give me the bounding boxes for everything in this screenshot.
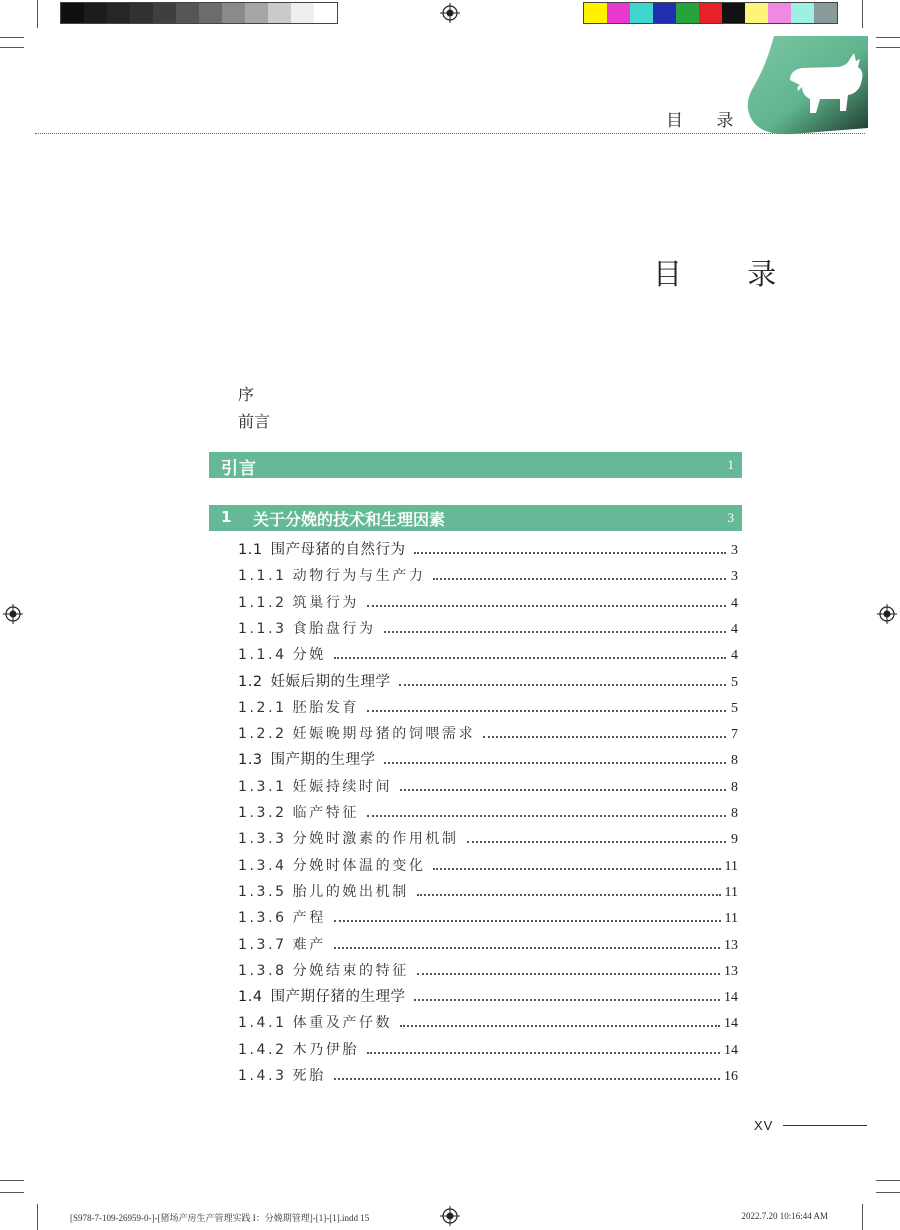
crop-mark	[876, 1180, 900, 1181]
crop-mark	[0, 1180, 24, 1181]
toc-entry-number: 1.1	[238, 542, 263, 558]
toc-leader-dots	[400, 1025, 720, 1027]
toc-entry	[238, 1010, 738, 1032]
toc-entry-page: 8	[731, 779, 738, 795]
toc-entry-number: 1.1.3	[238, 620, 287, 637]
toc-entry-number: 1.4.3	[238, 1068, 287, 1084]
folio	[754, 1118, 867, 1133]
toc-entry-page: 3	[731, 569, 738, 585]
crop-mark	[37, 0, 38, 28]
crop-mark	[862, 1204, 863, 1230]
pig-tab-icon	[744, 30, 868, 142]
toc-entry-number: 1.3.2	[238, 805, 287, 821]
crop-mark	[876, 37, 900, 38]
gray-swatch	[314, 3, 337, 23]
toc-leader-dots	[367, 1052, 720, 1054]
toc-prelim-foreword: 前言	[238, 412, 271, 431]
grayscale-bar	[60, 2, 338, 24]
toc-entry-title: 产程	[292, 910, 326, 927]
toc-leader-dots	[417, 894, 721, 896]
toc-entry-number: 1.4	[238, 989, 263, 1006]
toc-entry	[238, 853, 738, 875]
toc-entry-page: 4	[731, 621, 738, 637]
page-number: XV	[754, 1118, 774, 1133]
crop-mark	[0, 37, 24, 38]
color-swatch	[699, 3, 722, 23]
slug-file-info: [S978-7-109-26959-0-]-[猪场产房生产管理实践 I：分娩期管理]-[1]-[1].indd 15	[70, 1213, 370, 1223]
chapter-title: 关于分娩的技术和生理因素	[253, 510, 446, 529]
color-swatch	[791, 3, 814, 23]
toc-entry-number: 1.3.8	[238, 962, 287, 979]
toc-leader-dots	[334, 920, 721, 922]
toc-entry-page: 16	[724, 1069, 738, 1084]
gray-swatch	[153, 3, 176, 23]
toc-entry-page: 5	[731, 700, 738, 716]
toc-entry-title: 妊娠晚期母猪的饲喂需求	[292, 726, 476, 743]
toc-entry	[238, 958, 738, 980]
color-swatch	[676, 3, 699, 23]
toc-entry-title: 妊娠后期的生理学	[270, 673, 391, 690]
chapter-number: 1	[221, 508, 232, 526]
toc-entry-page: 11	[724, 911, 738, 927]
toc-entry-title: 死胎	[292, 1068, 326, 1084]
toc-entry-number: 1.1.4	[238, 647, 287, 664]
intro-title: 引言	[221, 459, 257, 479]
toc-entry-title: 筑巢行为	[292, 594, 360, 611]
toc-entry-number: 1.4.2	[238, 1041, 287, 1058]
toc-entry-page: 11	[724, 884, 738, 900]
toc-entry	[238, 563, 738, 585]
toc-entry-title: 临产特征	[292, 805, 360, 821]
toc-entry-number: 1.3.4	[238, 857, 287, 874]
slug-timestamp: 2022.7.20 10:16:44 AM	[741, 1211, 828, 1221]
toc-entry	[238, 905, 738, 927]
toc-entry-number: 1.3.7	[238, 936, 287, 953]
folio-rule	[783, 1125, 867, 1126]
toc-entry	[238, 695, 738, 717]
toc-entry-page: 7	[731, 727, 738, 743]
chapter-page: 3	[727, 510, 734, 525]
toc-entry	[238, 721, 738, 743]
toc-entry-page: 11	[724, 858, 738, 874]
toc-leader-dots	[367, 815, 726, 817]
color-swatch	[768, 3, 791, 23]
gray-swatch	[245, 3, 268, 23]
color-swatch	[722, 3, 745, 23]
toc-entry-page: 14	[724, 990, 738, 1006]
toc-entry-number: 1.2.1	[238, 699, 287, 716]
crop-mark	[37, 1204, 38, 1230]
toc-leader-dots	[334, 1078, 720, 1080]
toc-entry	[238, 642, 738, 664]
toc-entry-title: 动物行为与生产力	[292, 568, 426, 585]
toc-entry-title: 木乃伊胎	[292, 1041, 360, 1058]
toc-entry-number: 1.3.6	[238, 910, 287, 927]
toc-entry-title: 分娩结束的特征	[292, 962, 409, 979]
toc-entry	[238, 800, 738, 822]
toc-leader-dots	[334, 657, 726, 659]
toc-entry	[238, 537, 738, 559]
color-swatch	[653, 3, 676, 23]
header-rule	[35, 133, 865, 134]
toc-entry-page: 4	[731, 595, 738, 611]
toc-entry-number: 1.2	[238, 673, 263, 690]
toc-entry-number: 1.1.2	[238, 594, 287, 611]
color-swatch	[814, 3, 837, 23]
toc-leader-dots	[400, 789, 726, 791]
gray-swatch	[84, 3, 107, 23]
toc-entry	[238, 932, 738, 954]
registration-mark-icon	[440, 3, 460, 23]
toc-entry-number: 1.3.5	[238, 883, 287, 900]
gray-swatch	[130, 3, 153, 23]
toc-leader-dots	[367, 605, 726, 607]
registration-mark-icon	[877, 604, 897, 624]
toc-entry	[238, 747, 738, 769]
toc-entry	[238, 826, 738, 848]
toc-leader-dots	[417, 973, 720, 975]
toc-leader-dots	[334, 947, 720, 949]
registration-mark-icon	[440, 1206, 460, 1226]
toc-entry-title: 围产期仔猪的生理学	[270, 989, 406, 1006]
toc-intro-bar	[209, 452, 742, 478]
toc-entry-page: 9	[731, 832, 738, 848]
gray-swatch	[268, 3, 291, 23]
toc-entry-page: 14	[724, 1042, 738, 1058]
toc-leader-dots	[414, 552, 726, 554]
toc-entry	[238, 984, 738, 1006]
toc-chapter-bar	[209, 505, 742, 531]
toc-leader-dots	[433, 868, 720, 870]
toc-leader-dots	[467, 841, 726, 843]
toc-entry-title: 分娩时体温的变化	[292, 857, 426, 874]
toc-entry-number: 1.1.1	[238, 568, 287, 585]
gray-swatch	[61, 3, 84, 23]
toc-entry-title: 食胎盘行为	[292, 620, 376, 637]
toc-leader-dots	[399, 684, 726, 686]
toc-entry-title: 分娩	[292, 647, 326, 664]
gray-swatch	[199, 3, 222, 23]
color-swatch	[584, 3, 607, 23]
color-bar	[583, 2, 838, 24]
toc-entry-title: 胚胎发育	[292, 699, 360, 716]
toc-entry-page: 5	[731, 674, 738, 690]
toc-entry-title: 难产	[292, 936, 326, 953]
crop-mark	[862, 0, 863, 28]
toc-entry-page: 13	[724, 937, 738, 953]
toc-entry-number: 1.3	[238, 752, 263, 769]
toc-entry-title: 围产母猪的自然行为	[270, 542, 406, 558]
toc-entry-number: 1.4.1	[238, 1015, 287, 1032]
toc-entry-page: 8	[731, 753, 738, 769]
color-swatch	[630, 3, 653, 23]
toc-entry-number: 1.3.1	[238, 778, 287, 795]
crop-mark	[876, 1192, 900, 1193]
gray-swatch	[107, 3, 130, 23]
gray-swatch	[176, 3, 199, 23]
toc-entry-number: 1.2.2	[238, 726, 287, 743]
gray-swatch	[222, 3, 245, 23]
toc-entry	[238, 879, 738, 901]
toc-entry-title: 围产期的生理学	[270, 752, 376, 769]
toc-entry-page: 3	[731, 543, 738, 558]
toc-entry	[238, 616, 738, 638]
toc-entry-title: 分娩时激素的作用机制	[292, 831, 459, 848]
toc-entry	[238, 590, 738, 612]
color-swatch	[607, 3, 630, 23]
toc-leader-dots	[483, 736, 726, 738]
toc-entry	[238, 774, 738, 796]
toc-entry	[238, 669, 738, 691]
toc-entry-title: 体重及产仔数	[292, 1015, 393, 1032]
toc-entry-title: 妊娠持续时间	[292, 778, 393, 795]
toc-entry-number: 1.3.3	[238, 831, 287, 848]
toc-entry-page: 14	[724, 1016, 738, 1032]
toc-entry-title: 胎儿的娩出机制	[292, 883, 409, 900]
toc-leader-dots	[433, 578, 726, 580]
toc-entry-page: 13	[724, 963, 738, 979]
toc-entry-page: 8	[731, 806, 738, 821]
toc-leader-dots	[367, 710, 726, 712]
running-head: 目 录	[666, 111, 748, 131]
registration-mark-icon	[3, 604, 23, 624]
intro-page: 1	[727, 457, 734, 472]
crop-mark	[0, 1192, 24, 1193]
gray-swatch	[291, 3, 314, 23]
toc-entry-page: 4	[731, 648, 738, 664]
toc-leader-dots	[414, 999, 720, 1001]
toc-leader-dots	[384, 762, 726, 764]
crop-mark	[876, 47, 900, 48]
page-title: 目 录	[653, 257, 805, 291]
color-swatch	[745, 3, 768, 23]
toc-prelim-preface: 序	[238, 385, 255, 404]
crop-mark	[0, 47, 24, 48]
toc-leader-dots	[384, 631, 726, 633]
toc-entry	[238, 1063, 738, 1085]
toc-entry	[238, 1037, 738, 1059]
